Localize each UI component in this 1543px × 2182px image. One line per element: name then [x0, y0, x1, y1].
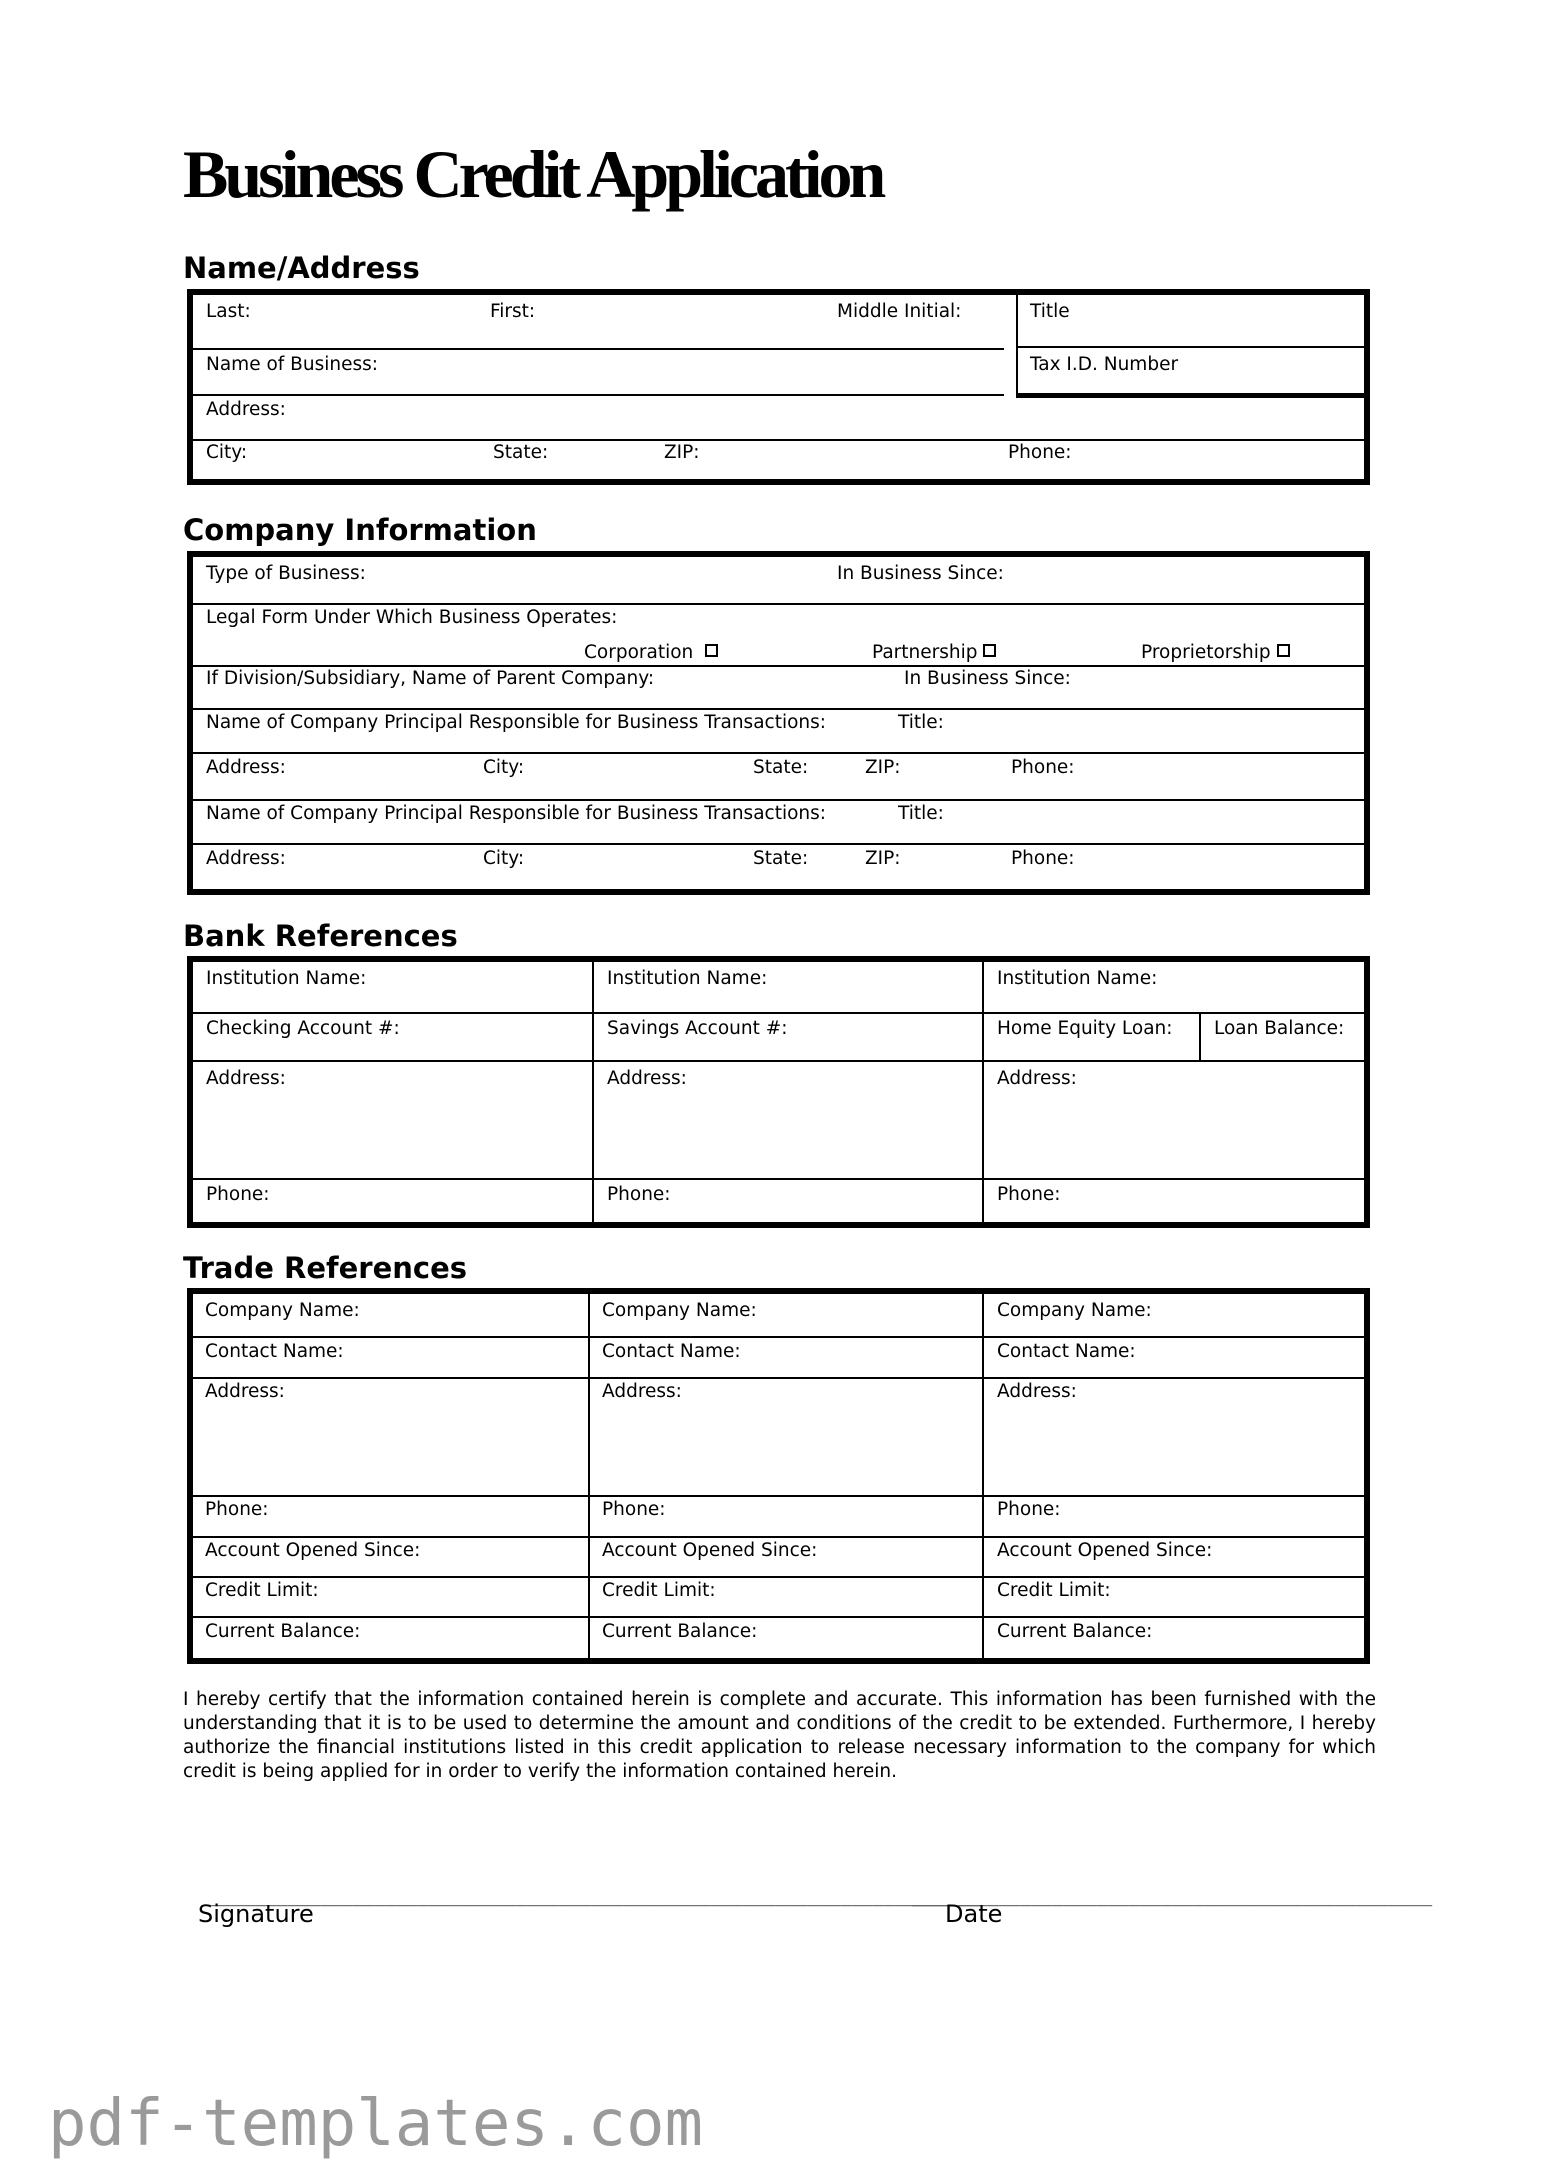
trade-3-balance-field[interactable]: Current Balance:: [997, 1621, 1153, 1642]
trade-1-company-field[interactable]: Company Name:: [205, 1300, 360, 1321]
divider: [193, 752, 1364, 754]
trade-2-phone-field[interactable]: Phone:: [602, 1499, 666, 1520]
principal-1-phone-field[interactable]: Phone:: [1011, 757, 1075, 778]
proprietorship-option[interactable]: [1141, 642, 1290, 664]
business-name-field[interactable]: Name of Business:: [206, 354, 378, 375]
divider: [193, 439, 1364, 441]
loan-balance-field[interactable]: Loan Balance:: [1214, 1018, 1345, 1039]
proprietorship-checkbox[interactable]: [1277, 644, 1290, 657]
divider: [193, 843, 1364, 845]
certification-paragraph: I hereby certify that the information contained herein is complete and accurate. This information has been furnished with the understanding that it is to be used to determine the amount and conditions of the credit to be extended. Furthermore, I hereby authorize the financial institutions listed in this credit application to release necessary information to the company for which credit is being applied for in order to verify the information contained herein.: [183, 1689, 1376, 1782]
home-equity-loan-field[interactable]: Home Equity Loan:: [997, 1018, 1173, 1039]
section-heading-name-address: Name/Address: [183, 251, 420, 285]
address-field[interactable]: Address:: [206, 399, 286, 420]
trade-1-credit-limit-field[interactable]: Credit Limit:: [205, 1580, 319, 1601]
signature-label: Signature: [198, 1900, 314, 1928]
zip-field[interactable]: ZIP:: [664, 442, 700, 463]
in-business-since-field[interactable]: In Business Since:: [837, 563, 1004, 584]
principal-1-state-field[interactable]: State:: [753, 757, 809, 778]
principal-2-address-field[interactable]: Address:: [206, 848, 286, 869]
divider: [193, 1377, 1364, 1379]
last-name-field[interactable]: Last:: [206, 301, 251, 322]
document-title: Business Credit Application: [183, 136, 883, 212]
principal-2-title-field[interactable]: Title:: [898, 803, 944, 824]
divider: [193, 1495, 1364, 1497]
divider: [592, 962, 594, 1222]
principal-1-address-field[interactable]: Address:: [206, 757, 286, 778]
trade-2-opened-field[interactable]: Account Opened Since:: [602, 1540, 818, 1561]
partnership-checkbox[interactable]: [983, 644, 996, 657]
watermark: pdf-templates.com: [48, 2087, 704, 2161]
divider: [193, 1336, 1364, 1338]
bank-3-phone-field[interactable]: Phone:: [997, 1184, 1061, 1205]
divider: [1199, 1012, 1201, 1060]
divider: [193, 394, 1004, 396]
bank-1-institution-field[interactable]: Institution Name:: [206, 968, 367, 989]
tax-id-field[interactable]: Tax I.D. Number: [1030, 354, 1179, 375]
savings-account-field[interactable]: Savings Account #:: [607, 1018, 788, 1039]
trade-2-balance-field[interactable]: Current Balance:: [602, 1621, 758, 1642]
trade-3-opened-field[interactable]: Account Opened Since:: [997, 1540, 1213, 1561]
date-line[interactable]: ________________________________________________: [912, 1886, 1433, 1907]
trade-2-company-field[interactable]: Company Name:: [602, 1300, 757, 1321]
type-of-business-field[interactable]: Type of Business:: [206, 563, 366, 584]
bank-1-address-field[interactable]: Address:: [206, 1068, 286, 1089]
trade-3-contact-field[interactable]: Contact Name:: [997, 1341, 1136, 1362]
partnership-option[interactable]: [872, 642, 996, 664]
trade-2-credit-limit-field[interactable]: Credit Limit:: [602, 1580, 716, 1601]
proprietorship-label: Proprietorship: [1141, 642, 1271, 663]
bank-3-institution-field[interactable]: Institution Name:: [997, 968, 1158, 989]
divider: [193, 1536, 1364, 1538]
trade-3-phone-field[interactable]: Phone:: [997, 1499, 1061, 1520]
trade-1-phone-field[interactable]: Phone:: [205, 1499, 269, 1520]
checking-account-field[interactable]: Checking Account #:: [206, 1018, 400, 1039]
bank-2-phone-field[interactable]: Phone:: [607, 1184, 671, 1205]
divider: [193, 1012, 1364, 1014]
city-field[interactable]: City:: [206, 442, 248, 463]
divider: [1016, 393, 1364, 398]
state-field[interactable]: State:: [493, 442, 549, 463]
date-label: Date: [945, 1900, 1003, 1928]
principal-2-name-field[interactable]: Name of Company Principal Responsible for Business Transactions:: [206, 803, 827, 824]
principal-2-zip-field[interactable]: ZIP:: [865, 848, 901, 869]
section-heading-bank-references: Bank References: [183, 919, 458, 953]
trade-3-credit-limit-field[interactable]: Credit Limit:: [997, 1580, 1111, 1601]
divider: [193, 1178, 1364, 1180]
first-name-field[interactable]: First:: [490, 301, 536, 322]
bank-1-phone-field[interactable]: Phone:: [206, 1184, 270, 1205]
divider: [193, 1616, 1364, 1618]
divider: [982, 962, 984, 1222]
principal-1-name-field[interactable]: Name of Company Principal Responsible for Business Transactions:: [206, 712, 827, 733]
trade-1-contact-field[interactable]: Contact Name:: [205, 1341, 344, 1362]
principal-2-state-field[interactable]: State:: [753, 848, 809, 869]
trade-1-balance-field[interactable]: Current Balance:: [205, 1621, 361, 1642]
corporation-option[interactable]: [584, 642, 718, 664]
principal-2-city-field[interactable]: City:: [483, 848, 525, 869]
trade-references-box: [187, 1288, 1370, 1664]
bank-3-address-field[interactable]: Address:: [997, 1068, 1077, 1089]
middle-initial-field[interactable]: Middle Initial:: [837, 301, 962, 322]
divider: [193, 665, 1364, 667]
section-heading-trade-references: Trade References: [183, 1251, 468, 1285]
name-address-box: [187, 289, 1370, 485]
trade-2-address-field[interactable]: Address:: [602, 1381, 682, 1402]
principal-1-title-field[interactable]: Title:: [898, 712, 944, 733]
signature-line[interactable]: ________________________________________________________________________: [201, 1886, 982, 1907]
divider: [193, 1060, 1364, 1062]
divider: [588, 1294, 590, 1658]
divider: [193, 1576, 1364, 1578]
principal-2-phone-field[interactable]: Phone:: [1011, 848, 1075, 869]
trade-3-address-field[interactable]: Address:: [997, 1381, 1077, 1402]
principal-1-zip-field[interactable]: ZIP:: [865, 757, 901, 778]
divider: [193, 348, 1004, 350]
trade-3-company-field[interactable]: Company Name:: [997, 1300, 1152, 1321]
corporation-label: Corporation: [584, 642, 694, 663]
parent-in-business-since-field[interactable]: In Business Since:: [904, 668, 1071, 689]
phone-field[interactable]: Phone:: [1008, 442, 1072, 463]
trade-1-opened-field[interactable]: Account Opened Since:: [205, 1540, 421, 1561]
section-heading-company-info: Company Information: [183, 513, 537, 547]
trade-2-contact-field[interactable]: Contact Name:: [602, 1341, 741, 1362]
title-field[interactable]: Title: [1030, 301, 1070, 322]
legal-form-label: Legal Form Under Which Business Operates:: [206, 607, 618, 628]
divider: [982, 1294, 984, 1658]
divider: [1016, 295, 1018, 395]
divider: [193, 603, 1364, 605]
company-info-box: [187, 551, 1370, 895]
corporation-checkbox[interactable]: [705, 644, 718, 657]
divider: [193, 708, 1364, 710]
principal-1-city-field[interactable]: City:: [483, 757, 525, 778]
partnership-label: Partnership: [872, 642, 978, 663]
parent-company-field[interactable]: If Division/Subsidiary, Name of Parent Company:: [206, 668, 655, 689]
divider: [193, 799, 1364, 801]
trade-1-address-field[interactable]: Address:: [205, 1381, 285, 1402]
bank-2-institution-field[interactable]: Institution Name:: [607, 968, 768, 989]
bank-references-box: [187, 956, 1370, 1228]
bank-2-address-field[interactable]: Address:: [607, 1068, 687, 1089]
divider: [1016, 346, 1364, 348]
